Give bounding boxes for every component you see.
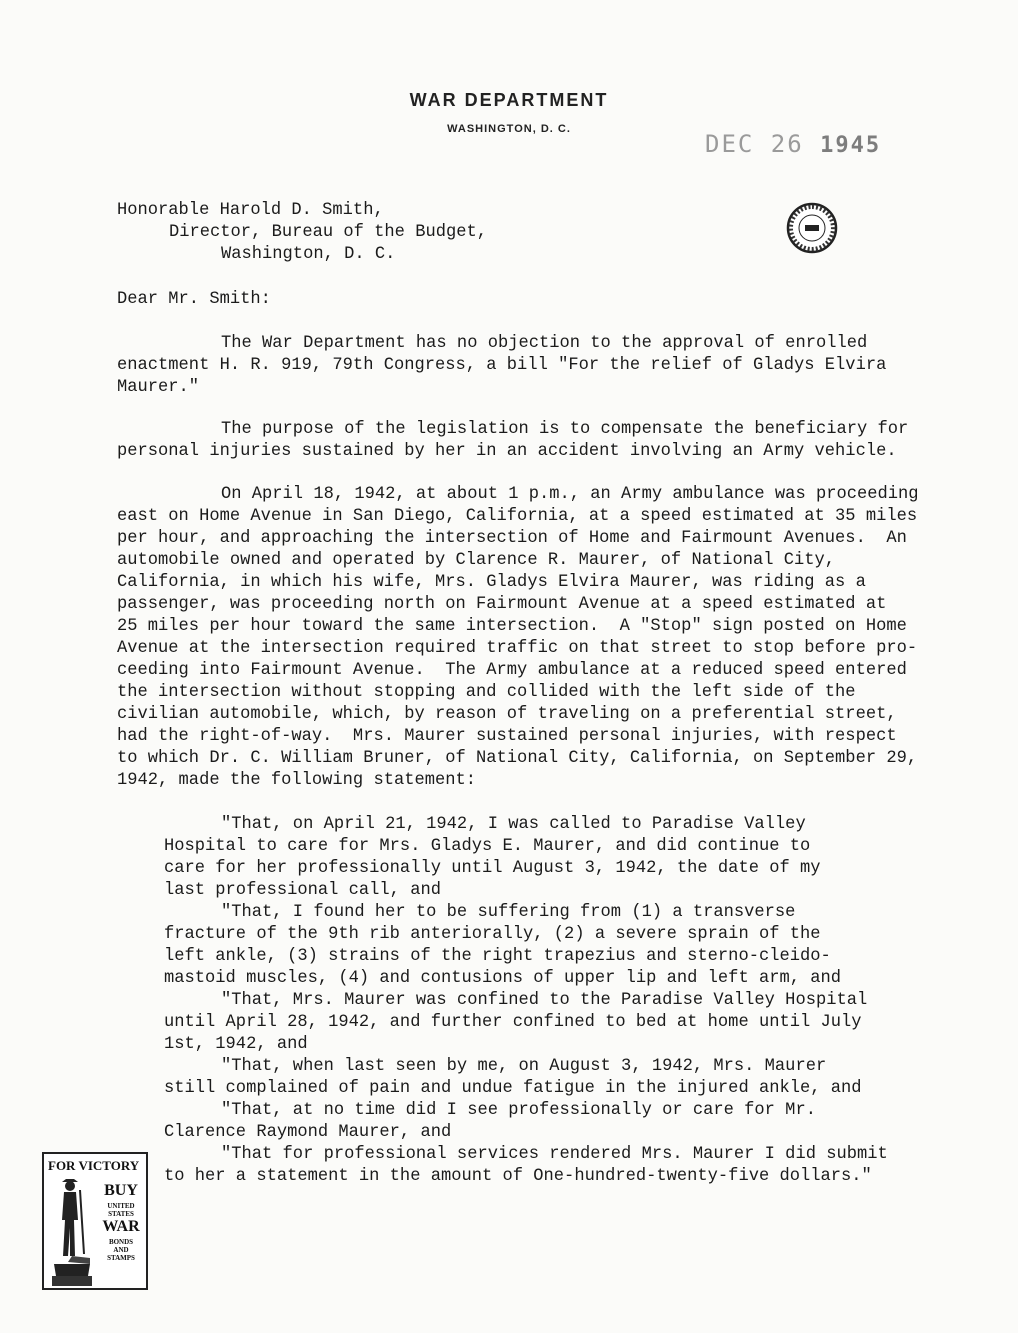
body-line: east on Home Avenue in San Diego, California, at a speed estimated at 35 miles [117, 507, 918, 526]
letterhead-city: WASHINGTON, D. C. [447, 123, 571, 135]
body-line: passenger, was proceeding north on Fairmount Avenue at a speed estimated at [117, 595, 887, 614]
salutation: Dear Mr. Smith: [117, 290, 271, 309]
quote-line: "That, when last seen by me, on August 3, 1942, Mrs. Maurer [221, 1057, 827, 1076]
quote-line: Hospital to care for Mrs. Gladys E. Maurer, and did continue to [164, 837, 811, 856]
body-line: personal injuries sustained by her in an accident involving an Army vehicle. [117, 442, 897, 461]
quote-line: "That, I found her to be suffering from (1) a transverse [221, 903, 796, 922]
body-line: Maurer." [117, 378, 200, 397]
war-bonds-emblem [42, 1152, 148, 1290]
quote-line: to her a statement in the amount of One-hundred-twenty-five dollars." [164, 1167, 872, 1186]
body-line: 1942, made the following statement: [117, 771, 477, 790]
body-line: Avenue at the intersection required traffic on that street to stop before pro- [117, 639, 918, 658]
quote-line: "That, Mrs. Maurer was confined to the Paradise Valley Hospital [221, 991, 868, 1010]
body-line: had the right-of-way. Mrs. Maurer sustained personal injuries, with respect [117, 727, 897, 746]
quote-line: last professional call, and [164, 881, 441, 900]
quote-line: until April 28, 1942, and further confined to bed at home until July [164, 1013, 862, 1032]
body-line: to which Dr. C. William Bruner, of National City, California, on September 29, [117, 749, 918, 768]
war-bonds-war: WAR [102, 1218, 140, 1235]
body-line: The purpose of the legislation is to compensate the beneficiary for [221, 420, 909, 439]
body-line: the intersection without stopping and collided with the left side of the [117, 683, 856, 702]
quote-line: left ankle, (3) strains of the right trapezius and sterno-cleido- [164, 947, 831, 966]
body-line: automobile owned and operated by Clarence R. Maurer, of National City, [117, 551, 836, 570]
stamp-year: 1945 [820, 133, 882, 158]
body-line: California, in which his wife, Mrs. Gladys Elvira Maurer, was riding as a [117, 573, 866, 592]
stamp-month-day: DEC 26 [705, 130, 804, 158]
addressee-name: Honorable Harold D. Smith, [117, 201, 384, 220]
quote-line: care for her professionally until August 3, 1942, the date of my [164, 859, 821, 878]
body-line: enactment H. R. 919, 79th Congress, a bill "For the relief of Gladys Elvira [117, 356, 887, 375]
received-date-stamp [705, 130, 881, 158]
library-seal-icon [786, 202, 838, 254]
war-bonds-and: AND [113, 1246, 129, 1254]
body-line: The War Department has no objection to the approval of enrolled [221, 334, 868, 353]
quote-line: "That, at no time did I see professionally or care for Mr. [221, 1101, 816, 1120]
war-bonds-united: UNITED [107, 1202, 135, 1210]
quote-line: mastoid muscles, (4) and contusions of upper lip and left arm, and [164, 969, 842, 988]
war-bonds-states: STATES [108, 1210, 134, 1218]
quote-line: Clarence Raymond Maurer, and [164, 1123, 452, 1142]
letterhead-title: WAR DEPARTMENT [409, 90, 609, 110]
quote-line: "That for professional services rendered Mrs. Maurer I did submit [221, 1145, 888, 1164]
quote-line: fracture of the 9th rib anteriorally, (2) a severe sprain of the [164, 925, 821, 944]
minuteman-icon [50, 1176, 94, 1288]
quote-line: still complained of pain and undue fatigue in the injured ankle, and [164, 1079, 862, 1098]
quote-line: "That, on April 21, 1942, I was called to Paradise Valley [221, 815, 806, 834]
body-line: civilian automobile, which, by reason of traveling on a preferential street, [117, 705, 897, 724]
war-bonds-buy: BUY [104, 1182, 138, 1199]
addressee-city: Washington, D. C. [221, 245, 396, 264]
body-line: On April 18, 1942, at about 1 p.m., an Army ambulance was proceeding [221, 485, 919, 504]
war-bonds-stamps: STAMPS [107, 1254, 135, 1262]
war-bonds-header: FOR VICTORY [48, 1158, 140, 1173]
war-bonds-bonds: BONDS [108, 1238, 134, 1246]
body-line: per hour, and approaching the intersection of Home and Fairmount Avenues. An [117, 529, 907, 548]
body-line: 25 miles per hour toward the same intersection. A "Stop" sign posted on Home [117, 617, 907, 636]
addressee-title: Director, Bureau of the Budget, [169, 223, 487, 242]
quote-line: 1st, 1942, and [164, 1035, 308, 1054]
body-line: ceeding into Fairmount Avenue. The Army ambulance at a reduced speed entered [117, 661, 907, 680]
